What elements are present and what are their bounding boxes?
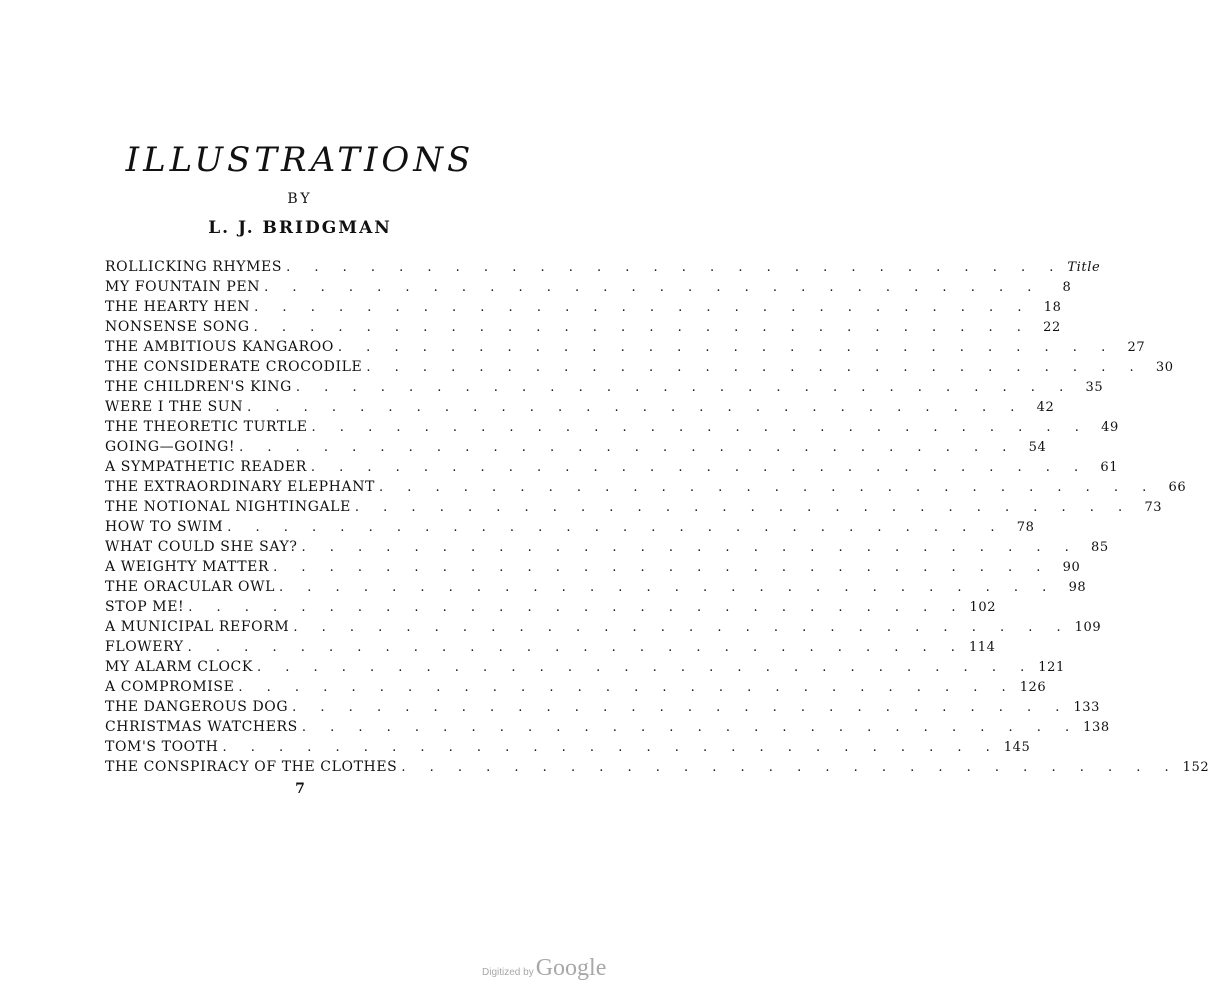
toc-title: GOING—GOING! (105, 439, 236, 455)
toc-leader-dots: . . . . . . . . . . . . . . . . . . . . . . . . . . . . (187, 640, 965, 655)
toc-leader-dots: . . . . . . . . . . . . . . . . . . . . . . . . . . . . (310, 460, 1089, 475)
toc-leader-dots: . . . . . . . . . . . . . . . . . . . . . . . . . . . . (188, 600, 966, 615)
toc-page-number: 73 (1144, 500, 1163, 515)
toc-title: THE CONSPIRACY OF THE CLOTHES (105, 759, 398, 775)
toc-row (105, 499, 1163, 519)
toc-title: A WEIGHTY MATTER (105, 559, 270, 575)
toc-row (105, 679, 1047, 699)
toc-leader-dots: . . . . . . . . . . . . . . . . . . . . . . . . . . . . (337, 340, 1116, 355)
toc-title: THE AMBITIOUS KANGAROO (105, 339, 334, 355)
toc-leader-dots: . . . . . . . . . . . . . . . . . . . . . . . . . . . . (366, 360, 1144, 375)
toc-page-number: 54 (1028, 440, 1047, 455)
toc-title: MY ALARM CLOCK (105, 659, 253, 675)
toc-row (105, 419, 1119, 439)
toc-page-number: 98 (1068, 580, 1087, 595)
toc-row (105, 539, 1109, 559)
toc-leader-dots: . . . . . . . . . . . . . . . . . . . . . . . . . . . . (301, 540, 1079, 555)
toc-page-number: 22 (1043, 320, 1061, 335)
toc-row (105, 259, 1101, 279)
toc-row (105, 439, 1047, 459)
toc-page-number: 138 (1083, 720, 1110, 735)
toc-leader-dots: . . . . . . . . . . . . . . . . . . . . . . . . . . . . (239, 440, 1017, 455)
toc-page-number: 102 (969, 600, 997, 615)
toc-leader-dots: . . . . . . . . . . . . . . . . . . . . . . . . . . . . (247, 400, 1025, 415)
toc-title: HOW TO SWIM (105, 519, 224, 535)
illustrations-list (105, 259, 1209, 779)
toc-page-number: 78 (1016, 520, 1035, 535)
toc-row (105, 379, 1104, 399)
toc-row (105, 459, 1119, 479)
toc-leader-dots: . . . . . . . . . . . . . . . . . . . . . . . . . . . . (293, 620, 1071, 635)
toc-leader-dots: . . . . . . . . . . . . . . . . . . . . . . . . . . . . (254, 300, 1032, 315)
toc-page-number: 35 (1085, 380, 1104, 395)
toc-page-number: 114 (968, 640, 996, 655)
byline: BY (287, 191, 313, 207)
toc-leader-dots: . . . . . . . . . . . . . . . . . . . . . . . . . . . . (286, 260, 1064, 275)
toc-leader-dots: . . . . . . . . . . . . . . . . . . . . . . . . . . . . (401, 760, 1179, 775)
toc-title: TOM'S TOOTH (105, 739, 219, 755)
toc-title: WERE I THE SUN (105, 399, 244, 415)
toc-row (105, 359, 1174, 379)
toc-row (105, 579, 1087, 599)
author-name: L. J. BRIDGMAN (208, 218, 392, 238)
toc-row (105, 639, 996, 659)
toc-page-number: 126 (1019, 680, 1047, 695)
watermark-prefix: Digitized by (482, 967, 534, 978)
toc-page-number: 61 (1100, 460, 1119, 475)
toc-row (105, 759, 1209, 779)
toc-title: THE HEARTY HEN (105, 299, 251, 315)
page-number: 7 (295, 781, 305, 797)
toc-page-number: 90 (1062, 560, 1081, 575)
toc-row (105, 719, 1110, 739)
toc-leader-dots: . . . . . . . . . . . . . . . . . . . . . . . . . . . . (295, 380, 1074, 395)
toc-row (105, 519, 1035, 539)
toc-leader-dots: . . . . . . . . . . . . . . . . . . . . . . . . . . . . (354, 500, 1133, 515)
toc-page-number: Title (1067, 260, 1101, 275)
toc-title: THE CONSIDERATE CROCODILE (105, 359, 363, 375)
toc-page-number: 133 (1073, 700, 1101, 715)
toc-title: THE THEORETIC TURTLE (105, 419, 308, 435)
toc-page-number: 49 (1101, 420, 1119, 435)
digitized-watermark (482, 955, 606, 982)
toc-leader-dots: . . . . . . . . . . . . . . . . . . . . . . . . . . . . (279, 580, 1057, 595)
toc-page-number: 8 (1062, 280, 1072, 295)
toc-page-number: 145 (1003, 740, 1031, 755)
toc-title: FLOWERY (105, 639, 184, 655)
toc-row (105, 739, 1031, 759)
google-logo: Google (535, 955, 607, 981)
toc-page-number: 121 (1038, 660, 1065, 675)
toc-page-number: 42 (1036, 400, 1055, 415)
toc-row (105, 339, 1146, 359)
toc-leader-dots: . . . . . . . . . . . . . . . . . . . . . . . . . . . . (301, 720, 1080, 735)
toc-leader-dots: . . . . . . . . . . . . . . . . . . . . . . . . . . . . (264, 280, 1042, 295)
toc-leader-dots: . . . . . . . . . . . . . . . . . . . . . . . . . . . . (222, 740, 1000, 755)
toc-page-number: 109 (1074, 620, 1102, 635)
toc-title: THE ORACULAR OWL (105, 579, 276, 595)
toc-leader-dots: . . . . . . . . . . . . . . . . . . . . . . . . . . . . (253, 320, 1031, 335)
toc-row (105, 659, 1065, 679)
toc-leader-dots: . . . . . . . . . . . . . . . . . . . . . . . . . . . . (273, 560, 1051, 575)
toc-row (105, 299, 1062, 319)
toc-title: A COMPROMISE (105, 679, 235, 695)
toc-leader-dots: . . . . . . . . . . . . . . . . . . . . . . . . . . . . (379, 480, 1157, 495)
toc-row (105, 619, 1102, 639)
toc-row (105, 279, 1072, 299)
toc-title: STOP ME! (105, 599, 185, 615)
toc-row (105, 599, 997, 619)
toc-title: NONSENSE SONG (105, 319, 250, 335)
toc-leader-dots: . . . . . . . . . . . . . . . . . . . . . . . . . . . . (256, 660, 1035, 675)
toc-row (105, 319, 1061, 339)
toc-page-number: 30 (1155, 360, 1174, 375)
toc-row (105, 479, 1187, 499)
toc-title: A MUNICIPAL REFORM (105, 619, 290, 635)
toc-page-number: 18 (1043, 300, 1062, 315)
toc-page-number: 152 (1182, 760, 1209, 775)
toc-title: WHAT COULD SHE SAY? (105, 539, 298, 555)
toc-title: CHRISTMAS WATCHERS (105, 719, 298, 735)
toc-row (105, 699, 1101, 719)
toc-row (105, 559, 1081, 579)
toc-title: ROLLICKING RHYMES (105, 259, 283, 275)
toc-title: MY FOUNTAIN PEN (105, 279, 261, 295)
toc-title: THE DANGEROUS DOG (105, 699, 289, 715)
page-title: ILLUSTRATIONS (125, 140, 475, 180)
toc-page-number: 27 (1127, 340, 1146, 355)
toc-title: THE CHILDREN'S KING (105, 379, 292, 395)
toc-title: A SYMPATHETIC READER (105, 459, 307, 475)
toc-leader-dots: . . . . . . . . . . . . . . . . . . . . . . . . . . . . (227, 520, 1005, 535)
toc-page-number: 66 (1168, 480, 1187, 495)
toc-title: THE EXTRAORDINARY ELEPHANT (105, 479, 375, 495)
toc-row (105, 399, 1055, 419)
toc-leader-dots: . . . . . . . . . . . . . . . . . . . . . . . . . . . . (311, 420, 1089, 435)
toc-title: THE NOTIONAL NIGHTINGALE (105, 499, 351, 515)
toc-leader-dots: . . . . . . . . . . . . . . . . . . . . . . . . . . . . (238, 680, 1016, 695)
toc-page-number: 85 (1090, 540, 1109, 555)
toc-leader-dots: . . . . . . . . . . . . . . . . . . . . . . . . . . . . (292, 700, 1070, 715)
